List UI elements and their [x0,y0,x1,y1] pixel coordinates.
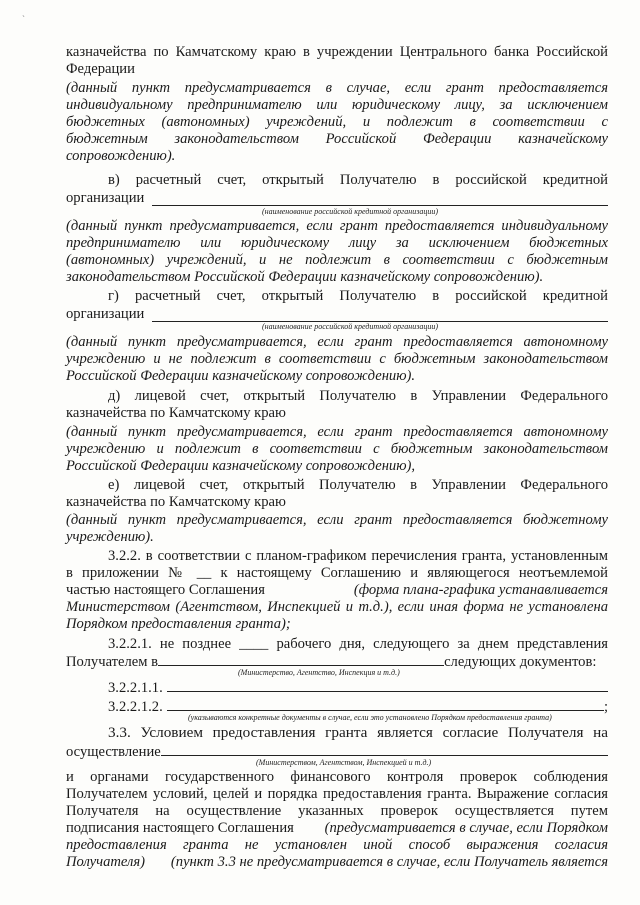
field-caption: (наименование российской кредитной организации) [262,207,439,216]
document-item-field[interactable] [167,698,604,711]
section-33-line: Получателем условий, целей и порядка предоставления гранта. Выражение согласия [66,786,608,802]
section-322-line: в приложении № __ к настоящему Соглашению и являющегося неотъемлемой [66,565,608,581]
note-line: бюджетных (автономных) учреждений, и подлежит в соответствии с [66,114,608,130]
section-33-line [66,820,608,837]
field-caption: (указываются конкретные документы в случае, если это установлено Порядком предоставления гранта) [188,713,552,722]
section-33-line: 3.3. Условием предоставления гранта является согласие Получателя на [108,724,608,741]
note-line: индивидуальному предпринимателю или юридическому лицу, за исключением [66,97,608,113]
note-line: бюджетным законодательством Российской Федерации казначейскому [66,131,608,147]
note-line: (данный пункт предусматривается, если грант предоставляется автономному [66,334,608,350]
clause-v-line: организации [66,190,145,206]
section-33-line: и органами государственного финансового контроля проверок соблюдения [66,769,608,785]
bank-name-field[interactable] [152,205,608,206]
section-3221-text: Получателем в [66,654,159,670]
section-33-note: Получателя) [66,854,146,870]
section-33-line [66,854,608,871]
text-line: казначейства по Камчатскому краю в учреждении Центрального банка Российской [66,44,608,60]
field-caption: (Министерство, Агентство, Инспекция и т.д.) [238,668,400,677]
section-322-note: (форма плана-графика устанавливается [353,582,608,598]
section-3221-line: 3.2.2.1. не позднее ____ рабочего дня, следующего за днем представления [108,636,608,652]
clause-e-line: е) лицевой счет, открытый Получателю в Управлении Федерального [108,477,608,493]
section-3221-text: следующих документов: [444,654,597,670]
clause-v-line: в) расчетный счет, открытый Получателю в российской кредитной [108,172,608,188]
note-line: сопровождению). [66,148,176,164]
document-item-field[interactable] [167,679,608,692]
clause-e-line: казначейства по Камчатскому краю [66,494,286,510]
section-322-line [66,582,608,599]
scan-mark: ` [22,14,25,24]
section-322-line: Порядком предоставления гранта); [66,616,291,632]
note-line: Российской Федерации казначейскому сопровождению), [66,458,416,474]
note-line: учреждению и подлежит в соответствии с бюджетным законодательством [66,441,608,457]
note-line: Российской Федерации казначейскому сопровождению). [66,368,416,384]
document-item-number: 3.2.2.1.2. [108,699,163,715]
section-33-note: (предусматривается в случае, если Порядком [324,820,608,836]
section-33-text: подписания настоящего Соглашения [66,820,294,836]
section-322-line: 3.2.2. в соответствии с планом-графиком перечисления гранта, установленным [108,548,608,564]
note-line: (данный пункт предусматривается в случае, если грант предоставляется [66,80,608,96]
note-line: (автономных) учреждений, и не подлежит в соответствии с бюджетным [66,252,608,268]
note-line: (данный пункт предусматривается, если грант предоставляется индивидуальному [66,218,608,234]
field-caption: (Министерством, Агентством, Инспекцией и т.д.) [256,758,432,767]
note-line: предпринимателю или юридическому лицу за исключением бюджетных [66,235,608,251]
clause-d-line: д) лицевой счет, открытый Получателю в Управлении Федерального [108,388,608,404]
section-33-text: осуществление [66,744,161,760]
note-line: учреждению и не подлежит в соответствии с бюджетным законодательством [66,351,608,367]
section-33-note: (пункт 3.3 не предусматривается в случае, если Получатель является [170,854,608,870]
note-line: (данный пункт предусматривается, если грант предоставляется автономному [66,424,608,440]
field-caption: (наименование российской кредитной организации) [262,322,439,331]
document-item-line [108,679,608,697]
text-line: Федерации [66,61,135,77]
section-322-text: частью настоящего Соглашения [66,582,265,598]
document-item-end: ; [603,699,608,715]
ministry-field[interactable] [158,653,444,666]
note-line: (данный пункт предусматривается, если грант предоставляется бюджетному [66,512,608,528]
note-line: законодательством Российской Федерации казначейскому сопровождению). [66,269,544,285]
clause-g-line: г) расчетный счет, открытый Получателю в российской кредитной [108,288,608,304]
section-33-line: Получателя на осуществление указанных проверок осуществляется путем [66,803,608,819]
authority-field[interactable] [161,743,608,756]
clause-d-line: казначейства по Камчатскому краю [66,405,286,421]
note-line: учреждению). [66,529,154,545]
section-33-line: предоставления гранта не установлен иной способ выражения согласия [66,837,608,853]
section-322-line: Министерством (Агентством, Инспекцией и т.д.), если иная форма не установлена [66,599,608,615]
clause-g-line: организации [66,306,145,322]
document-item-number: 3.2.2.1.1. [108,680,163,696]
